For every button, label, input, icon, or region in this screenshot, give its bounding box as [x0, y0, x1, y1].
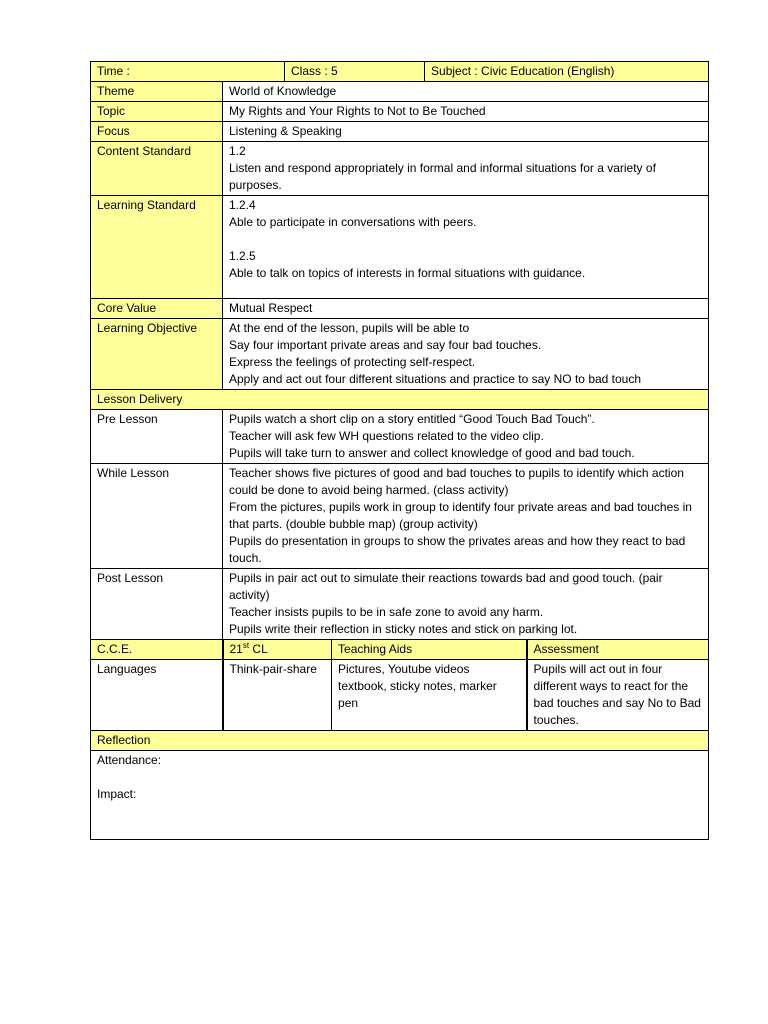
content-standard-value: 1.2 Listen and respond appropriately in formal and informal situations for a variety of purposes. [223, 142, 709, 196]
reflection-body [91, 751, 709, 840]
cce-values-row [91, 660, 709, 731]
focus-value: Listening & Speaking [223, 122, 709, 142]
pre-lesson-value: Pupils watch a short clip on a story entitled “Good Touch Bad Touch”. Teacher will ask few WH questions related to the video clip. Pupils will take turn to answer and collect knowledge of good and bad touch. [223, 410, 709, 464]
post-lesson-label: Post Lesson [91, 569, 223, 640]
theme-label: Theme [91, 82, 223, 102]
subject-cell: Subject : Civic Education (English) [425, 62, 709, 82]
lesson-plan-table [90, 61, 709, 840]
cl-header [223, 640, 332, 660]
teaching-aids-value: Pictures, Youtube videos textbook, sticky notes, marker pen [332, 660, 527, 731]
cl-header-suffix: CL [249, 642, 268, 656]
pre-lesson-label: Pre Lesson [91, 410, 223, 464]
assessment-value: Pupils will act out in four different ways to react for the bad touches and say No to Bad touches. [527, 660, 709, 731]
learning-standard-label: Learning Standard [91, 196, 223, 299]
lesson-delivery-heading: Lesson Delivery [91, 390, 709, 410]
core-value-value: Mutual Respect [223, 299, 709, 319]
pre-lesson-row [91, 410, 709, 464]
reflection-heading: Reflection [91, 731, 709, 751]
topic-row [91, 102, 709, 122]
assessment-header: Assessment [527, 640, 709, 660]
core-value-row [91, 299, 709, 319]
while-lesson-value: Teacher shows five pictures of good and bad touches to pupils to identify which action could be done to avoid being harmed. (class activity) From the pictures, pupils work in group to identify four private areas and bad touches in that parts. (double bubble map) (group activity) Pupils do presentation in groups to show the privates areas and how they react to bad touch. [223, 464, 709, 569]
core-value-label: Core Value [91, 299, 223, 319]
while-lesson-label: While Lesson [91, 464, 223, 569]
learning-standard-row [91, 196, 709, 299]
while-lesson-row [91, 464, 709, 569]
time-cell: Time : [91, 62, 285, 82]
lesson-delivery-heading-row [91, 390, 709, 410]
post-lesson-value: Pupils in pair act out to simulate their reactions towards bad and good touch. (pair activity) Teacher insists pupils to be in safe zone to avoid any harm. Pupils write their reflection in sticky notes and stick on parking lot. [223, 569, 709, 640]
topic-value: My Rights and Your Rights to Not to Be Touched [223, 102, 709, 122]
header-row [91, 62, 709, 82]
focus-label: Focus [91, 122, 223, 142]
reflection-body-row [91, 751, 709, 840]
impact-label: Impact: [97, 787, 137, 801]
learning-objective-row [91, 319, 709, 390]
teaching-aids-header: Teaching Aids [332, 640, 527, 660]
theme-row [91, 82, 709, 102]
attendance-label: Attendance: [97, 753, 162, 767]
cce-header-row [91, 640, 709, 660]
learning-objective-value: At the end of the lesson, pupils will be able to Say four important private areas and say four bad touches. Express the feelings of protecting self-respect. Apply and act out four different situations and practice to say NO to bad touch [223, 319, 709, 390]
reflection-heading-row [91, 731, 709, 751]
focus-row [91, 122, 709, 142]
class-cell: Class : 5 [285, 62, 425, 82]
cce-value: Languages [91, 660, 223, 731]
cce-header: C.C.E. [91, 640, 223, 660]
content-standard-row [91, 142, 709, 196]
learning-objective-label: Learning Objective [91, 319, 223, 390]
topic-label: Topic [91, 102, 223, 122]
post-lesson-row [91, 569, 709, 640]
content-standard-label: Content Standard [91, 142, 223, 196]
cl-header-sup: st [242, 641, 250, 650]
cl-header-prefix: 21 [229, 642, 243, 656]
learning-standard-value: 1.2.4 Able to participate in conversations with peers. 1.2.5 Able to talk on topics of interests in formal situations with guidance. [223, 196, 709, 299]
theme-value: World of Knowledge [223, 82, 709, 102]
cl-value: Think-pair-share [223, 660, 332, 731]
